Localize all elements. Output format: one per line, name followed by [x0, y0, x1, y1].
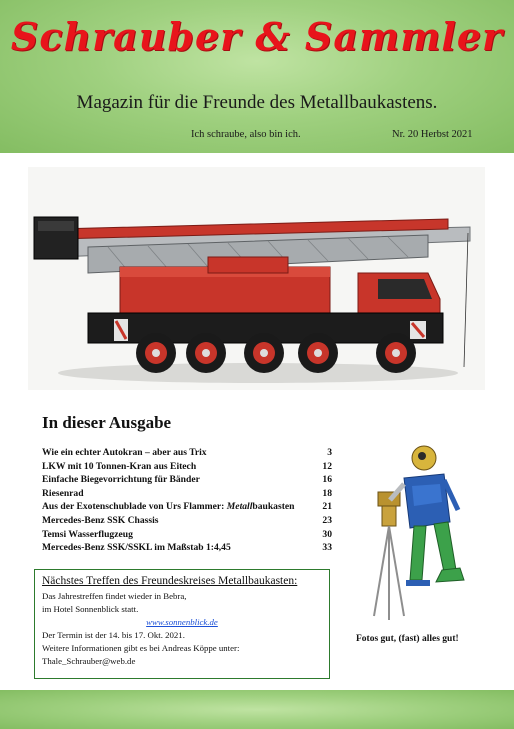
cover-photo-crane-truck [28, 167, 485, 390]
table-of-contents [42, 446, 332, 555]
toc-item[interactable] [42, 487, 332, 501]
toc-item-title: Temsi Wasserflugzeug [42, 528, 133, 540]
toc-item-title: Einfache Biegevorrichtung für Bänder [42, 474, 200, 486]
crane-truck-illustration [28, 167, 485, 390]
toc-heading: In dieser Ausgabe [42, 413, 172, 432]
toc-item-page: 33 [322, 542, 332, 554]
toc-item-title: Mercedes-Benz SSK Chassis [42, 514, 159, 526]
toc-item-page: 16 [322, 474, 332, 486]
meeting-line: im Hotel Sonnenblick statt. [42, 604, 139, 614]
toc-item-title: Riesenrad [42, 487, 84, 499]
toc-item[interactable] [42, 514, 332, 528]
toc-item-page: 18 [322, 487, 332, 499]
toc-item[interactable] [42, 528, 332, 542]
toc-item-page: 3 [327, 447, 332, 458]
toc-item-page: 23 [322, 514, 332, 526]
toc-item[interactable] [42, 500, 332, 514]
toc-item-title-pre: Aus der Exotenschublade von Urs Flammer: [42, 501, 227, 513]
robot-figure-photo [352, 430, 482, 630]
footer-banner [0, 690, 514, 729]
toc-item-title-emphasis: Metall [226, 501, 253, 513]
contact-email[interactable]: Thale_Schrauber@web.de [42, 656, 136, 666]
meeting-line: Weitere Informationen gibt es bei Andreas Köppe unter: [42, 643, 240, 653]
toc-item-page: 30 [322, 528, 332, 540]
toc-item-title: LKW mit 10 Tonnen-Kran aus Eitech [42, 460, 197, 472]
toc-item-page: 12 [322, 460, 332, 472]
header-banner [0, 0, 514, 153]
toc-item-title: Mercedes-Benz SSK/SSKL im Maßstab 1:4,45 [42, 542, 231, 554]
toc-item[interactable] [42, 460, 332, 474]
toc-item[interactable] [42, 541, 332, 555]
toc-item-title: Wie ein echter Autokran – aber aus Trix [42, 447, 207, 458]
toc-item[interactable] [42, 473, 332, 487]
meeting-title: Nächstes Treffen des Freundeskreises Metallbaukasten: [42, 575, 298, 587]
meeting-line: Das Jahrestreffen findet wieder in Bebra, [42, 591, 187, 601]
issue-number: Nr. 20 Herbst 2021 [392, 129, 473, 140]
toc-item-page: 21 [322, 501, 332, 513]
motto: Ich schraube, also bin ich. [191, 129, 301, 140]
toc-item[interactable] [42, 446, 332, 460]
meeting-line: Der Termin ist der 14. bis 17. Okt. 2021. [42, 630, 185, 640]
hotel-website-link[interactable]: www.sonnenblick.de [146, 617, 218, 627]
meeting-info-box [34, 569, 330, 679]
toc-item-title-post: baukasten [252, 501, 295, 513]
photo-caption: Fotos gut, (fast) alles gut! [356, 634, 459, 644]
toc-item-title [42, 500, 295, 514]
magazine-subtitle: Magazin für die Freunde des Metallbaukastens. [76, 92, 438, 113]
masthead-title: Schrauber & Sammler [10, 14, 504, 59]
robot-figure-illustration [352, 430, 482, 630]
